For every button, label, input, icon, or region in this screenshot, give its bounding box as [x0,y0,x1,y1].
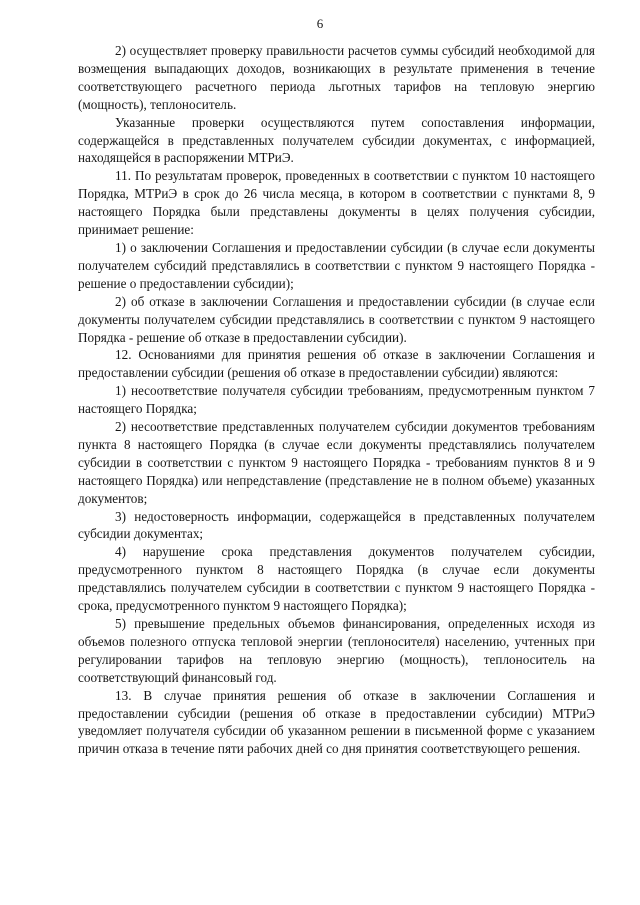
paragraph-verification-method: Указанные проверки осуществляются путем сопоставления информации, содержащейся в представленных получателем субсидии документах, с информацией, находящейся в распоряжении МТРиЭ. [78,114,595,166]
paragraph-item-2-verification: 2) осуществляет проверку правильности расчетов суммы субсидий необходимой для возмещения выпадающих доходов, возникающих в результате применения в течение соответствующего расчетного периода льготных тарифов на тепловую энергию (мощность), теплоноситель. [78,43,595,112]
paragraph-clause-11-item-2: 2) об отказе в заключении Соглашения и предоставлении субсидии (в случае если документы получателем субсидии представлялись в соответствии с пунктом 9 настоящего Порядка - решение об отказе в предоставлении субсидии). [78,293,595,345]
paragraph-clause-11: 11. По результатам проверок, проведенных в соответствии с пунктом 10 настоящего Порядка, МТРиЭ в срок до 26 числа месяца, в котором в соответствии с пунктами 8, 9 настоящего Порядка были представлены документы в целях получения субсидии, принимает решение: [78,168,595,238]
paragraph-clause-12-item-1: 1) несоответствие получателя субсидии требованиям, предусмотренным пунктом 7 настоящего Порядка; [78,383,595,417]
paragraph-clause-12-item-5: 5) превышение предельных объемов финансирования, определенных исходя из объемов полезного отпуска тепловой энергии (теплоносителя) населению, учтенных при регулировании тарифов на тепловую энергию (мощность), теплоноситель на соответствующий финансовый год. [78,616,595,685]
paragraph-clause-12: 12. Основаниями для принятия решения об отказе в заключении Соглашения и предоставлении субсидии (решения об отказе в предоставлении субсидии) являются: [78,347,595,381]
paragraph-clause-13: 13. В случае принятия решения об отказе в заключении Соглашения и предоставлении субсидии (решения об отказе в предоставлении субсидии) МТРиЭ уведомляет получателя субсидии об указанном решении в письменной форме с указанием причин отказа в течение пяти рабочих дней со дня принятия соответствующего решения. [78,687,595,757]
paragraph-clause-12-item-3: 3) недостоверность информации, содержащейся в представленных получателем субсидии документах; [78,508,595,542]
paragraph-clause-12-item-4: 4) нарушение срока представления документов получателем субсидии, предусмотренного пунктом 8 настоящего Порядка (в случае если документы представлялись получателем субсидии в соответствии с пунктом 9 настоящего Порядка - срока, предусмотренного пунктом 9 настоящего Порядка); [78,544,595,614]
document-body [78,42,595,758]
paragraph-clause-11-item-1: 1) о заключении Соглашения и предоставлении субсидии (в случае если документы получателем субсидий представлялись в соответствии с пунктом 9 настоящего Порядка - решение о предоставлении субсидии); [78,239,595,291]
page-number: 6 [316,16,324,31]
paragraph-clause-12-item-2: 2) несоответствие представленных получателем субсидии документов требованиям пункта 8 настоящего Порядка (в случае если документы представлялись получателем субсидии в соответствии с пунктом 9 настоящего Порядка - требованиям пунктов 8 и 9 настоящего Порядка) или непредставление (представление не в полном объеме) указанных документов; [78,419,595,506]
